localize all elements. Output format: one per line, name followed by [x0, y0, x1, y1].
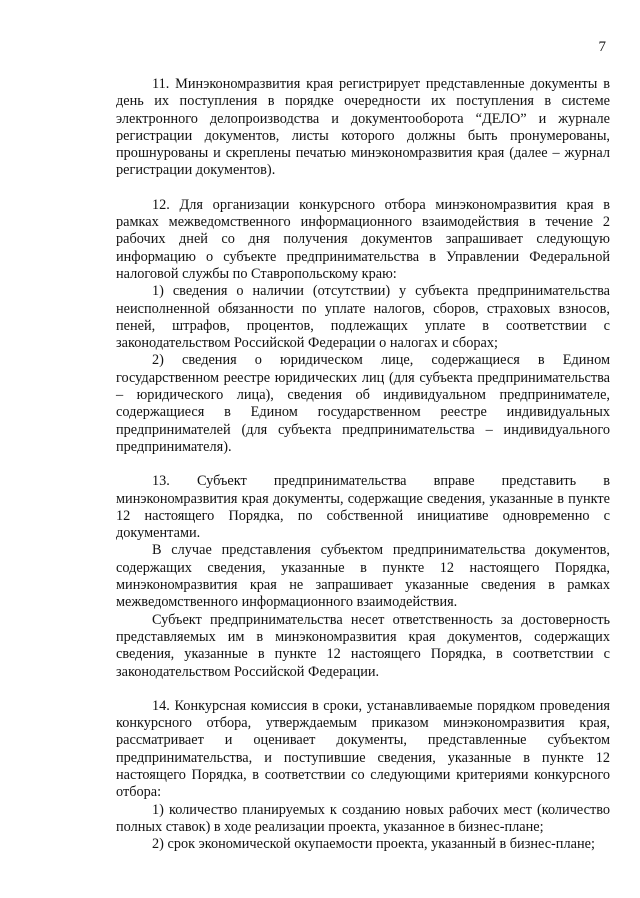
paragraph-12: 12. Для организации конкурсного отбора минэкономразвития края в рамках межведомственного информационного взаимодействия в течение 2 рабочих дней со дня получения документов запрашивает следующую информацию о субъекте предпринимательства в Управлении Федеральной налоговой службы по Ставропольскому краю:	[116, 196, 610, 282]
paragraph-14-item-1: 1) количество планируемых к созданию новых рабочих мест (количество полных ставок) в ходе реализации проекта, указанное в бизнес-плане;	[116, 801, 610, 835]
paragraph-14: 14. Конкурсная комиссия в сроки, устанавливаемые порядком проведения конкурсного отбора, утверждаемым приказом минэкономразвития края, рассматривает и оценивает документы, представленные субъектом предпринимательства, и поступившие сведения, указанные в пункте 12 настоящего Порядка, в соответствии со следующими критериями конкурсного отбора:	[116, 697, 610, 801]
paragraph-13: 13. Субъект предпринимательства вправе представить в минэкономразвития края документы, содержащие сведения, указанные в пункте 12 настоящего Порядка, по собственной инициативе одновременно с документами.	[116, 473, 610, 542]
paragraph-13-part-3: Субъект предпринимательства несет ответственность за достоверность представляемых им в минэкономразвития края документов, содержащих сведения, указанные в пункте 12 настоящего Порядка, в соответствии с законодательством Российской Федерации.	[116, 611, 610, 680]
page-number: 7	[598, 39, 606, 55]
paragraph-11: 11. Минэкономразвития края регистрирует представленные документы в день их поступления в порядке очередности их поступления в системе электронного делопроизводства и документооборота “ДЕЛО” и журнале регистрации документов, листы которого должны быть пронумерованы, прошнурованы и скреплены печатью минэкономразвития края (далее – журнал регистрации документов).	[116, 76, 610, 179]
paragraph-13-part-2: В случае представления субъектом предпринимательства документов, содержащих сведения, указанные в пункте 12 настоящего Порядка, минэкономразвития края не запрашивает указанные сведения в рамках межведомственного информационного взаимодействия.	[116, 542, 610, 611]
paragraph-12-item-1: 1) сведения о наличии (отсутствии) у субъекта предпринимательства неисполненной обязанности по уплате налогов, сборов, страховых взносов, пеней, штрафов, процентов, подлежащих уплате в соответствии с законодательством Российской Федерации о налогах и сборах;	[116, 283, 610, 352]
paragraph-12-item-2: 2) сведения о юридическом лице, содержащиеся в Едином государственном реестре юридических лиц (для субъекта предпринимательства – юридического лица), сведения об индивидуальном предпринимателе, содержащиеся в Едином государственном реестре индивидуальных предпринимателей (для субъекта предпринимательства – индивидуального предпринимателя).	[116, 352, 610, 455]
paragraph-14-item-2: 2) срок экономической окупаемости проекта, указанный в бизнес-плане;	[152, 836, 595, 853]
document-body	[116, 76, 610, 853]
